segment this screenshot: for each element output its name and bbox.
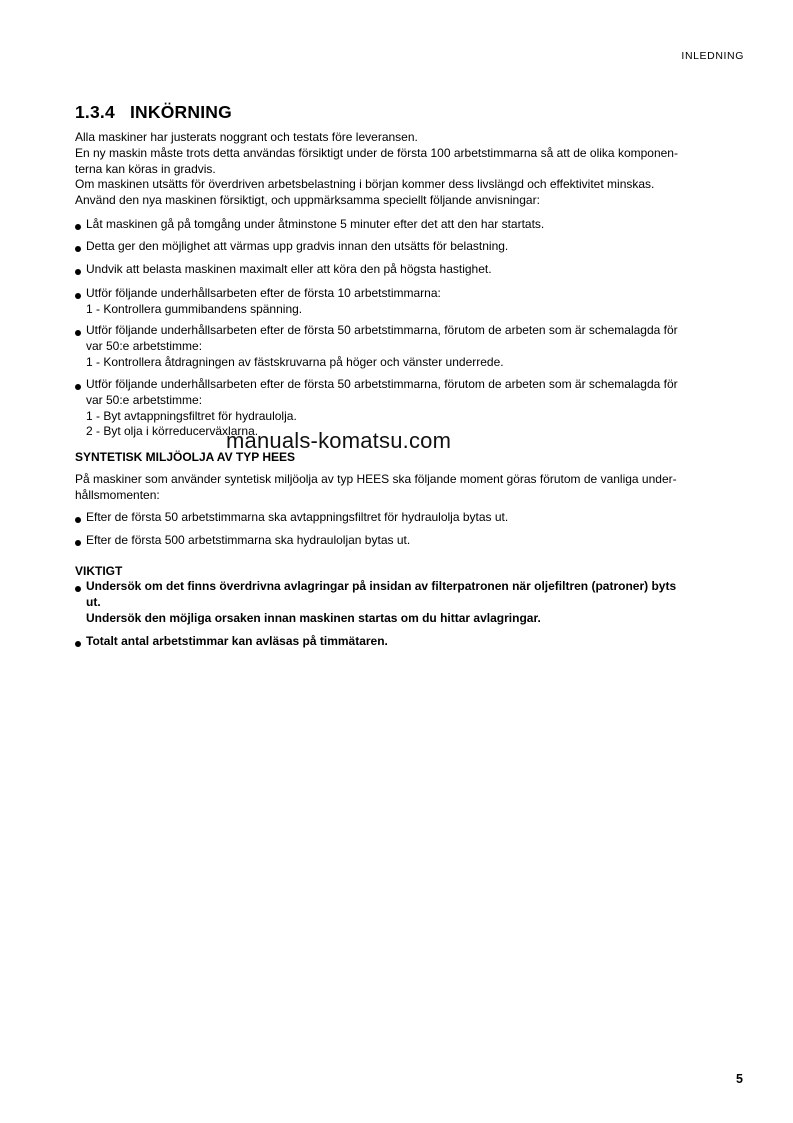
section-number: 1.3.4 — [75, 102, 115, 122]
intro-line: Om maskinen utsätts för överdriven arbetsbelastning i början kommer dess livslängd och effektivitet minskas. — [75, 177, 655, 192]
bullet-icon — [75, 384, 81, 390]
hees-intro — [75, 472, 745, 504]
intro-line: terna kan köras in gradvis. — [75, 161, 216, 176]
hees-intro-line: På maskiner som använder syntetisk miljöolja av typ HEES ska följande moment göras förutom de vanliga under- — [75, 472, 677, 486]
important-bullet-item — [75, 634, 745, 650]
bullet-text: Utför följande underhållsarbeten efter de första 50 arbetstimmarna, förutom de arbeten som är schemalagda för — [86, 377, 678, 391]
section-heading: INKÖRNING — [130, 102, 232, 122]
bullet-subline: 1 - Kontrollera åtdragningen av fästskruvarna på höger och vänster underrede. — [86, 354, 504, 369]
page-number: 5 — [736, 1072, 743, 1086]
hees-bullet-item — [75, 510, 745, 526]
bullet-icon — [75, 641, 81, 647]
bullet-text: Totalt antal arbetstimmar kan avläsas på timmätaren. — [86, 634, 388, 648]
hees-bullet-item — [75, 533, 745, 549]
intro-paragraph — [75, 130, 745, 209]
bullet-icon — [75, 246, 81, 252]
bullet-text: Undersök om det finns överdrivna avlagringar på insidan av filterpatronen när oljefiltren (patroner) byts — [86, 579, 677, 593]
bullet-text: Utför följande underhållsarbeten efter de första 50 arbetstimmarna, förutom de arbeten som är schemalagda för — [86, 323, 678, 337]
bullet-text: Efter de första 50 arbetstimmarna ska avtappningsfiltret för hydraulolja bytas ut. — [86, 510, 509, 524]
bullet-icon — [75, 517, 81, 523]
bullet-icon — [75, 269, 81, 275]
section-title — [75, 102, 232, 123]
intro-line: En ny maskin måste trots detta användas försiktigt under de första 100 arbetstimmarna så att de olika komponen- — [75, 145, 678, 160]
bullet-item — [75, 262, 745, 278]
bullet-text: Detta ger den möjlighet att värmas upp gradvis innan den utsätts för belastning. — [86, 239, 509, 253]
bullet-subline: Undersök den möjliga orsaken innan maskinen startas om du hittar avlagringar. — [86, 610, 541, 625]
bullet-icon — [75, 330, 81, 336]
bullet-item — [75, 323, 745, 370]
intro-line: Alla maskiner har justerats noggrant och testats före leveransen. — [75, 130, 418, 144]
important-heading: VIKTIGT — [75, 564, 123, 578]
hees-heading: SYNTETISK MILJÖOLJA AV TYP HEES — [75, 450, 296, 464]
bullet-icon — [75, 586, 81, 592]
bullet-item — [75, 239, 745, 255]
bullet-item — [75, 286, 745, 318]
bullet-subline: var 50:e arbetstimme: — [86, 338, 203, 353]
bullet-text: Efter de första 500 arbetstimmarna ska hydrauloljan bytas ut. — [86, 533, 411, 547]
bullet-subline: 2 - Byt olja i körreducerväxlarna. — [86, 424, 259, 439]
chapter-header: INLEDNING — [681, 50, 744, 62]
bullet-icon — [75, 540, 81, 546]
bullet-text: Utför följande underhållsarbeten efter de första 10 arbetstimmarna: — [86, 286, 441, 300]
bullet-icon — [75, 293, 81, 299]
bullet-icon — [75, 224, 81, 230]
bullet-subline: 1 - Byt avtappningsfiltret för hydraulolja. — [86, 408, 297, 423]
bullet-text: Låt maskinen gå på tomgång under åtminstone 5 minuter efter det att den har startats. — [86, 217, 545, 231]
bullet-subline: 1 - Kontrollera gummibandens spänning. — [86, 301, 303, 316]
watermark-link[interactable]: manuals-komatsu.com — [226, 428, 452, 453]
bullet-subline: var 50:e arbetstimme: — [86, 392, 203, 407]
bullet-text: Undvik att belasta maskinen maximalt eller att köra den på högsta hastighet. — [86, 262, 492, 276]
hees-intro-line: hållsmomenten: — [75, 487, 160, 502]
important-bullet-item — [75, 579, 745, 626]
bullet-item — [75, 217, 745, 233]
bullet-subline: ut. — [86, 594, 101, 609]
intro-line: Använd den nya maskinen försiktigt, och uppmärksamma speciellt följande anvisningar: — [75, 193, 540, 208]
